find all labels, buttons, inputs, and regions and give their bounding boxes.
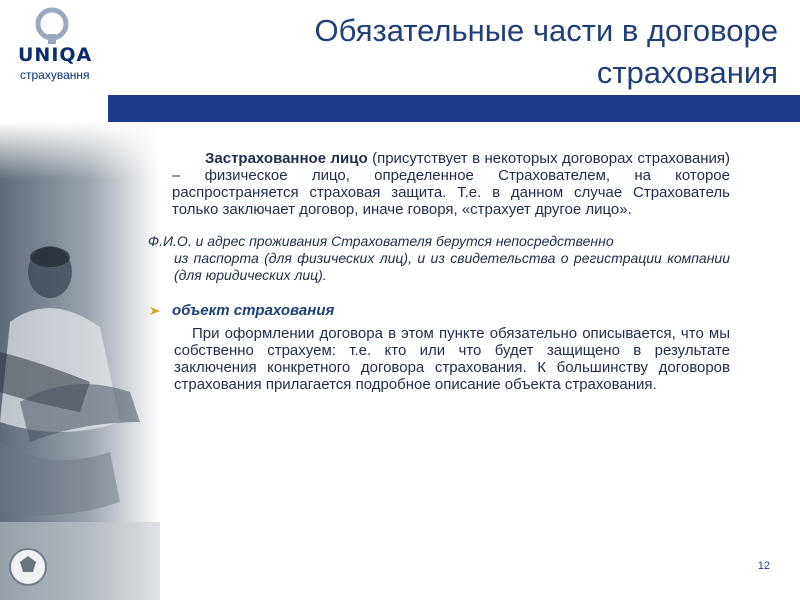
policyholder-data-rest: из паспорта (для физических лиц), и из свидетельства о регистрации компании (для юридических лиц). bbox=[174, 250, 730, 283]
page-number: 12 bbox=[757, 560, 770, 572]
policyholder-data-line1: Ф.И.О. и адрес проживания Страхователя берутся непосредственно bbox=[148, 233, 614, 249]
insurance-object-heading: объект страхования bbox=[172, 302, 335, 319]
policyholder-data-paragraph bbox=[148, 233, 730, 284]
insured-person-term: Застрахованное лицо bbox=[205, 150, 368, 167]
insured-person-definition: (присутствует в некоторых договорах страхования) – физическое лицо, определенное Страхователем, на которое распространяется страховая защита. Т.е. в данном случае Страхователь только заключает договор, иначе говоря, «страхует другое лицо». bbox=[172, 150, 731, 218]
insurance-object-paragraph: При оформлении договора в этом пункте обязательно описывается, что мы собственно страхуем: т.е. кто или что будет защищено в результате заключения конкретного договора страхования. К большинству договоров страхования прилагается подробное описание объекта страхования. bbox=[174, 325, 730, 393]
slide-content bbox=[148, 150, 730, 393]
insurance-object-bullet bbox=[148, 302, 730, 319]
bullet-marker-icon bbox=[148, 304, 162, 318]
slide-title: Обязательные части в договоре страхования bbox=[314, 13, 778, 90]
uniqa-logo bbox=[8, 6, 118, 86]
title-band bbox=[108, 95, 800, 122]
insured-person-paragraph bbox=[172, 150, 730, 218]
logo-subtitle: страхування bbox=[20, 68, 90, 82]
logo-wordmark: UNIQA bbox=[18, 44, 93, 66]
football-players-photo bbox=[0, 122, 160, 600]
uniqa-emblem-icon bbox=[8, 6, 118, 46]
